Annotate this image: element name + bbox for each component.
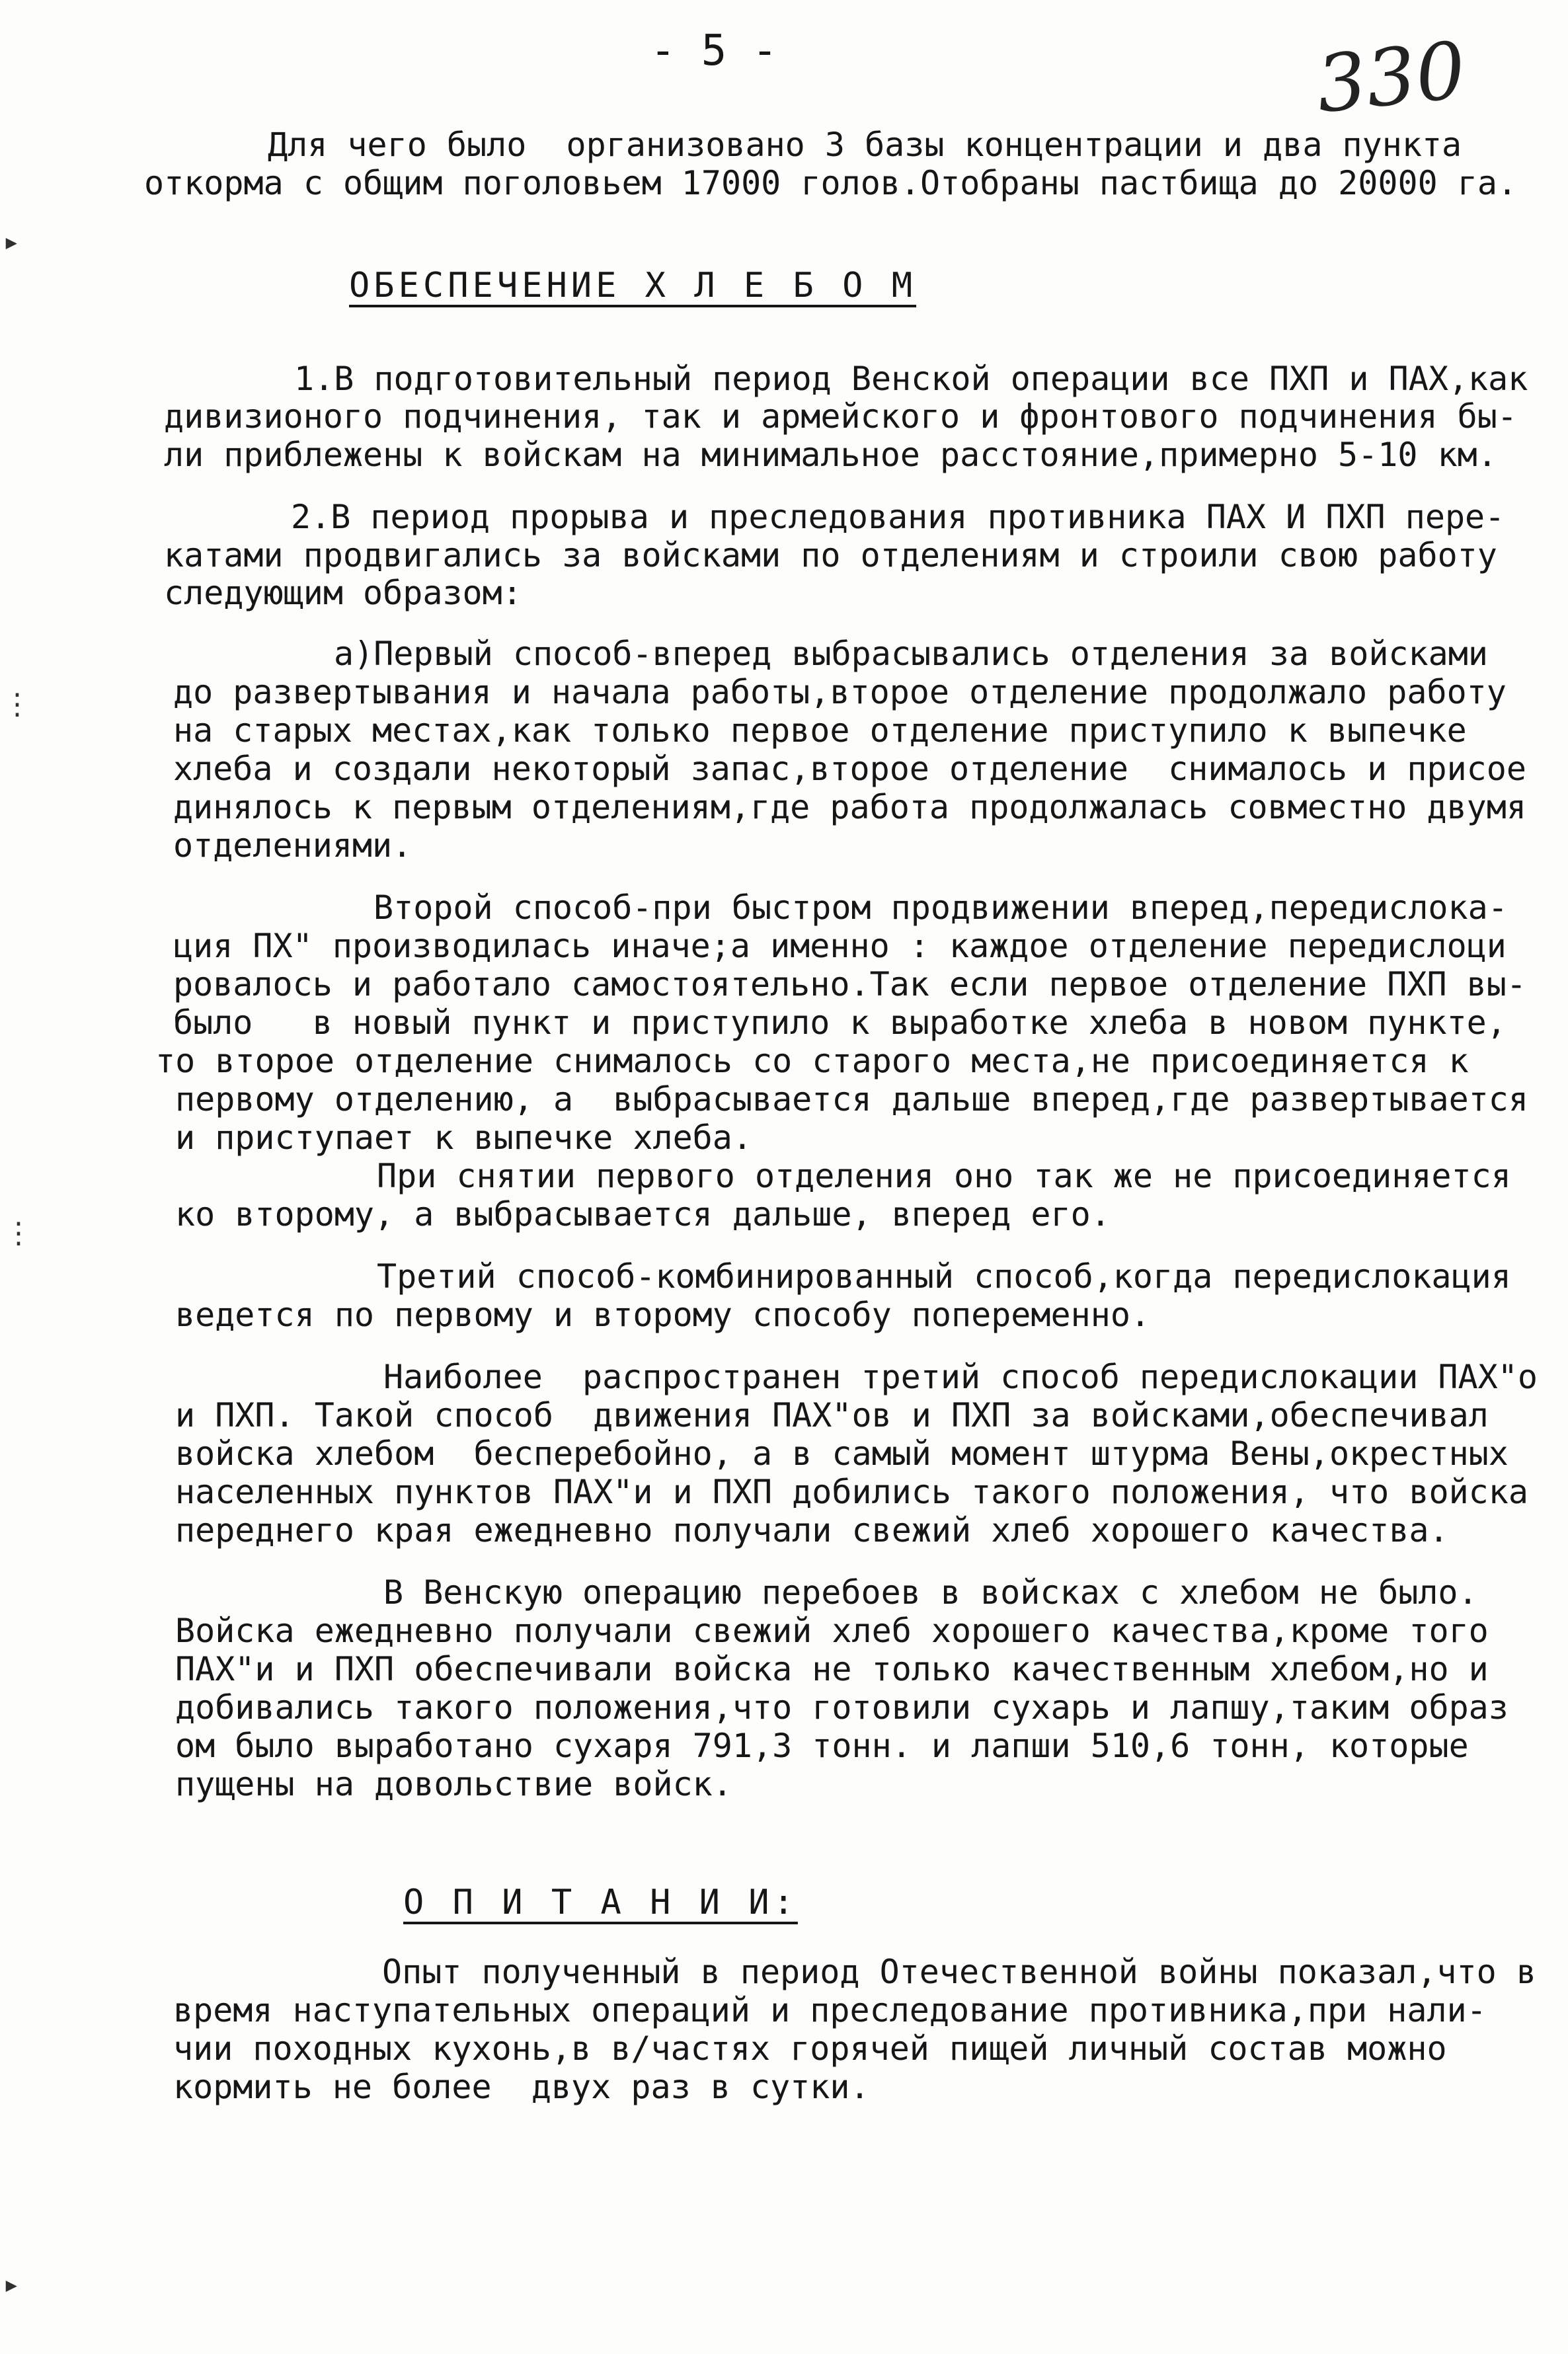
text-line: катами продвигались за войсками по отделениям и строили свою работу bbox=[164, 536, 1497, 574]
text-line: дивизионого подчинения, так и армейского и фронтового подчинения бы- bbox=[164, 397, 1517, 436]
text-line: чии походных кухонь,в в/частях горячей пищей личный состав можно bbox=[173, 2029, 1447, 2068]
text-line: добивались такого положения,что готовили сухарь и лапшу,таким образ bbox=[175, 1688, 1509, 1727]
text-line: на старых местах,как только первое отделение приступило к выпечке bbox=[173, 711, 1467, 750]
text-line: ли приблежены к войскам на минимальное расстояние,примерно 5-10 км. bbox=[164, 436, 1497, 474]
text-line: отделениями. bbox=[173, 826, 412, 865]
text-line: При снятии первого отделения оно так же не присоединяется bbox=[377, 1157, 1511, 1195]
margin-mark: ▸ bbox=[3, 225, 20, 258]
page-number: - 5 - bbox=[650, 26, 778, 75]
text-line: динялось к первым отделениям,где работа продолжалась совместно двумя bbox=[173, 788, 1526, 826]
text-line: откорма с общим поголовьем 17000 голов.Отобраны пастбища до 20000 га. bbox=[144, 164, 1518, 202]
text-line: первому отделению, а выбрасывается дальше вперед,где развертывается bbox=[175, 1080, 1528, 1118]
text-line: то второе отделение снималось со старого места,не присоединяется к bbox=[155, 1042, 1469, 1080]
text-line: кормить не более двух раз в сутки. bbox=[173, 2068, 870, 2106]
section-heading-nutrition: О П И Т А Н И И: bbox=[403, 1883, 798, 1922]
text-line: ко второму, а выбрасывается дальше, вперед его. bbox=[175, 1195, 1111, 1234]
text-line: Опыт полученный в период Отечественной войны показал,что в bbox=[382, 1953, 1536, 1991]
margin-mark: ⋮ bbox=[3, 687, 32, 721]
margin-mark: ⋮ bbox=[4, 1216, 33, 1250]
text-line: Для чего было организовано 3 базы концентрации и два пункта bbox=[268, 126, 1462, 164]
text-line: войска хлебом бесперебойно, а в самый момент штурма Вены,окрестных bbox=[175, 1434, 1509, 1473]
archive-number: 330 bbox=[1312, 24, 1470, 131]
text-line: 2.В период прорыва и преследования противника ПАХ И ПХП пере- bbox=[291, 498, 1505, 536]
text-line: Наиболее распространен третий способ передислокации ПАХ"о bbox=[383, 1358, 1538, 1396]
text-line: а)Первый способ-вперед выбрасывались отделения за войсками bbox=[334, 635, 1488, 673]
text-line: Войска ежедневно получали свежий хлеб хорошего качества,кроме того bbox=[175, 1612, 1489, 1650]
text-line: ведется по первому и второму способу попеременно. bbox=[175, 1296, 1151, 1334]
section-heading-bread: ОБЕСПЕЧЕНИЕ Х Л Е Б О М bbox=[349, 266, 917, 305]
text-line: переднего края ежедневно получали свежий хлеб хорошего качества. bbox=[175, 1511, 1449, 1550]
text-line: Второй способ-при быстром продвижении вперед,передислока- bbox=[373, 888, 1508, 927]
text-line: время наступательных операций и преследование противника,при нали- bbox=[173, 1991, 1487, 2029]
text-line: хлеба и создали некоторый запас,второе отделение снималось и присое bbox=[173, 750, 1526, 788]
text-line: было в новый пункт и приступило к выработке хлеба в новом пункте, bbox=[173, 1003, 1507, 1042]
margin-mark: ▸ bbox=[3, 2267, 20, 2301]
text-line: Третий способ-комбинированный способ,когда передислокация bbox=[377, 1257, 1511, 1296]
text-line: ом было выработано сухаря 791,3 тонн. и лапши 510,6 тонн, которые bbox=[175, 1727, 1469, 1765]
text-line: и ПХП. Такой способ движения ПАХ"ов и ПХП за войсками,обеспечивал bbox=[175, 1396, 1489, 1434]
text-line: 1.В подготовительный период Венской операции все ПХП и ПАХ,как bbox=[294, 360, 1528, 398]
text-line: ПАХ"и и ПХП обеспечивали войска не только качественным хлебом,но и bbox=[175, 1650, 1489, 1688]
text-line: и приступает к выпечке хлеба. bbox=[175, 1118, 752, 1157]
text-line: В Венскую операцию перебоев в войсках с хлебом не было. bbox=[383, 1573, 1478, 1612]
text-line: пущены на довольствие войск. bbox=[175, 1765, 732, 1803]
text-line: до развертывания и начала работы,второе отделение продолжало работу bbox=[173, 673, 1507, 711]
text-line: ция ПХ" производилась иначе;а именно : каждое отделение передислоци bbox=[173, 927, 1507, 965]
text-line: ровалось и работало самостоятельно.Так если первое отделение ПХП вы- bbox=[173, 965, 1526, 1003]
text-line: населенных пунктов ПАХ"и и ПХП добились такого положения, что войска bbox=[175, 1473, 1528, 1511]
text-line: следующим образом: bbox=[164, 574, 522, 612]
